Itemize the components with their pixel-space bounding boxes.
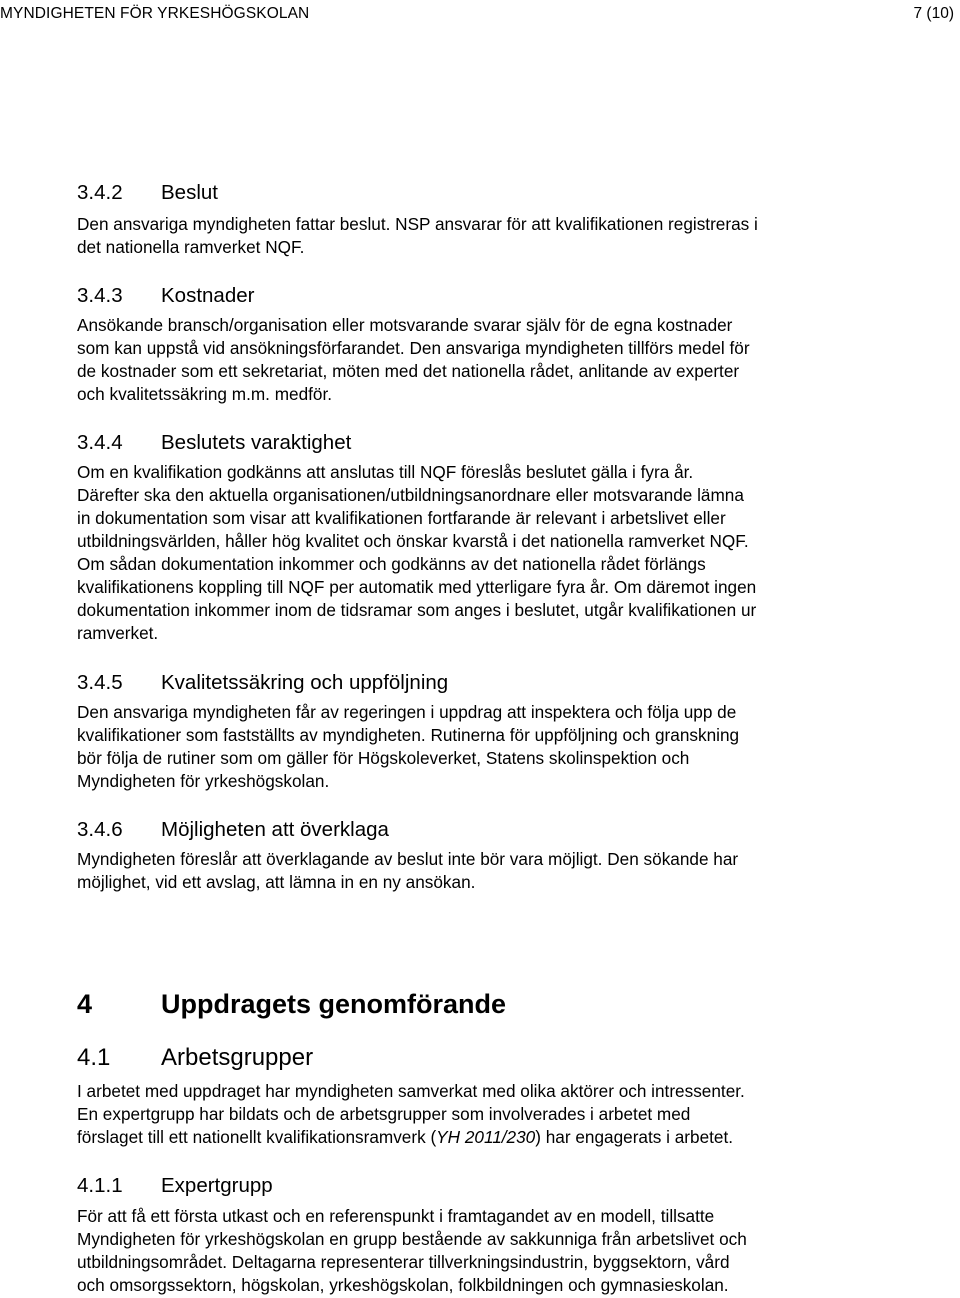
heading-text: Kvalitetssäkring och uppföljning <box>161 671 449 694</box>
text-line: utbildningsområdet. Deltagarna representerar tillverkningsindustrin, byggsektorn, vård <box>77 1252 730 1272</box>
text-line <box>77 1126 947 1149</box>
heading-4 <box>77 987 506 1021</box>
text-line: dokumentation inkommer inom de tidsramar som anges i beslutet, utgår kvalifikationen ur <box>77 600 757 620</box>
heading-text: Kostnader <box>161 284 255 307</box>
paragraph-kvalitetssakring <box>77 701 947 793</box>
text-line: Myndigheten föreslår att överklagande av beslut inte bör vara möjligt. Den sökande har <box>77 849 739 869</box>
text-line: En expertgrupp har bildats och de arbetsgrupper som involverades i arbetet med <box>77 1104 691 1124</box>
heading-3-4-4 <box>77 430 351 456</box>
text-line: det nationella ramverket NQF. <box>77 237 305 257</box>
paragraph-varaktighet <box>77 461 947 645</box>
text-line: och omsorgssektorn, högskolan, yrkeshögskolan, folkbildningen och gymnasieskolan. <box>77 1275 729 1295</box>
heading-3-4-2 <box>77 180 218 206</box>
text-line: Ansökande bransch/organisation eller motsvarande svarar själv för de egna kostnader <box>77 315 733 335</box>
text-line: För att få ett första utkast och en referenspunkt i framtagandet av en modell, tillsatte <box>77 1206 715 1226</box>
heading-number: 4.1 <box>77 1044 111 1071</box>
heading-4-1 <box>77 1043 313 1073</box>
text-line: utbildningsvärlden, håller hög kvalitet och önskar kvarstå i det nationella ramverket NQF. <box>77 531 749 551</box>
text-line: Den ansvariga myndigheten får av regeringen i uppdrag att inspektera och följa upp de <box>77 702 737 722</box>
header-title: MYNDIGHETEN FÖR YRKESHÖGSKOLAN <box>0 5 310 22</box>
text-line: Därefter ska den aktuella organisationen/utbildningsanordnare eller motsvarande lämna <box>77 485 744 505</box>
heading-3-4-5 <box>77 670 448 696</box>
heading-text: Uppdragets genomförande <box>161 989 507 1019</box>
text-line: Om sådan dokumentation inkommer och godkänns av det nationella rådet förlängs <box>77 554 706 574</box>
heading-text: Expertgrupp <box>161 1174 273 1197</box>
heading-number: 4.1.1 <box>77 1174 123 1197</box>
page-number: 7 (10) <box>913 5 954 22</box>
text-line: Den ansvariga myndigheten fattar beslut. NSP ansvarar för att kvalifikationen registreras i <box>77 214 758 234</box>
heading-text: Beslutets varaktighet <box>161 431 352 454</box>
text-line: och kvalitetssäkring m.m. medför. <box>77 384 333 404</box>
paragraph-overklaga <box>77 848 947 894</box>
text-line: som kan uppstå vid ansökningsförfarandet. Den ansvariga myndigheten tillförs medel för <box>77 338 750 358</box>
paragraph-kostnader <box>77 314 947 406</box>
text-line: I arbetet med uppdraget har myndigheten samverkat med olika aktörer och intressenter. <box>77 1081 745 1101</box>
paragraph-arbetsgrupper <box>77 1080 947 1149</box>
text-line: Myndigheten för yrkeshögskolan en grupp bestående av sakkunniga från arbetslivet och <box>77 1229 747 1249</box>
heading-3-4-3 <box>77 283 254 309</box>
paragraph-expertgrupp <box>77 1205 947 1297</box>
heading-number: 3.4.4 <box>77 431 123 454</box>
heading-number: 3.4.5 <box>77 671 123 694</box>
paragraph-beslut <box>77 213 947 259</box>
heading-text: Möjligheten att överklaga <box>161 818 389 841</box>
text-line: kvalifikationer som fastställts av myndigheten. Rutinerna för uppföljning och granskning <box>77 725 740 745</box>
heading-number: 4 <box>77 989 93 1019</box>
heading-4-1-1 <box>77 1173 273 1199</box>
text-line: bör följa de rutiner som om gäller för Högskoleverket, Statens skolinspektion och <box>77 748 690 768</box>
heading-number: 3.4.3 <box>77 284 123 307</box>
text-line: Om en kvalifikation godkänns att anslutas till NQF föreslås beslutet gälla i fyra år. <box>77 462 694 482</box>
text-line: möjlighet, vid ett avslag, att lämna in en ny ansökan. <box>77 872 476 892</box>
running-header <box>0 4 960 24</box>
heading-3-4-6 <box>77 817 389 843</box>
text-segment: ) har engagerats i arbetet. <box>535 1127 734 1147</box>
heading-text: Beslut <box>161 181 218 204</box>
heading-number: 3.4.6 <box>77 818 123 841</box>
text-line: Myndigheten för yrkeshögskolan. <box>77 771 330 791</box>
text-line: de kostnader som ett sekretariat, möten med det nationella rådet, anlitande av experter <box>77 361 740 381</box>
text-line: kvalifikationens koppling till NQF per automatik med ytterligare fyra år. Om däremot ingen <box>77 577 757 597</box>
heading-text: Arbetsgrupper <box>161 1044 314 1071</box>
text-line: in dokumentation som visar att kvalifikationen fortfarande är relevant i arbetslivet eller <box>77 508 726 528</box>
reference-number: YH 2011/230 <box>436 1127 536 1147</box>
text-segment: förslaget till ett nationellt kvalifikationsramverk ( <box>77 1127 437 1147</box>
heading-number: 3.4.2 <box>77 181 123 204</box>
text-line: ramverket. <box>77 623 159 643</box>
